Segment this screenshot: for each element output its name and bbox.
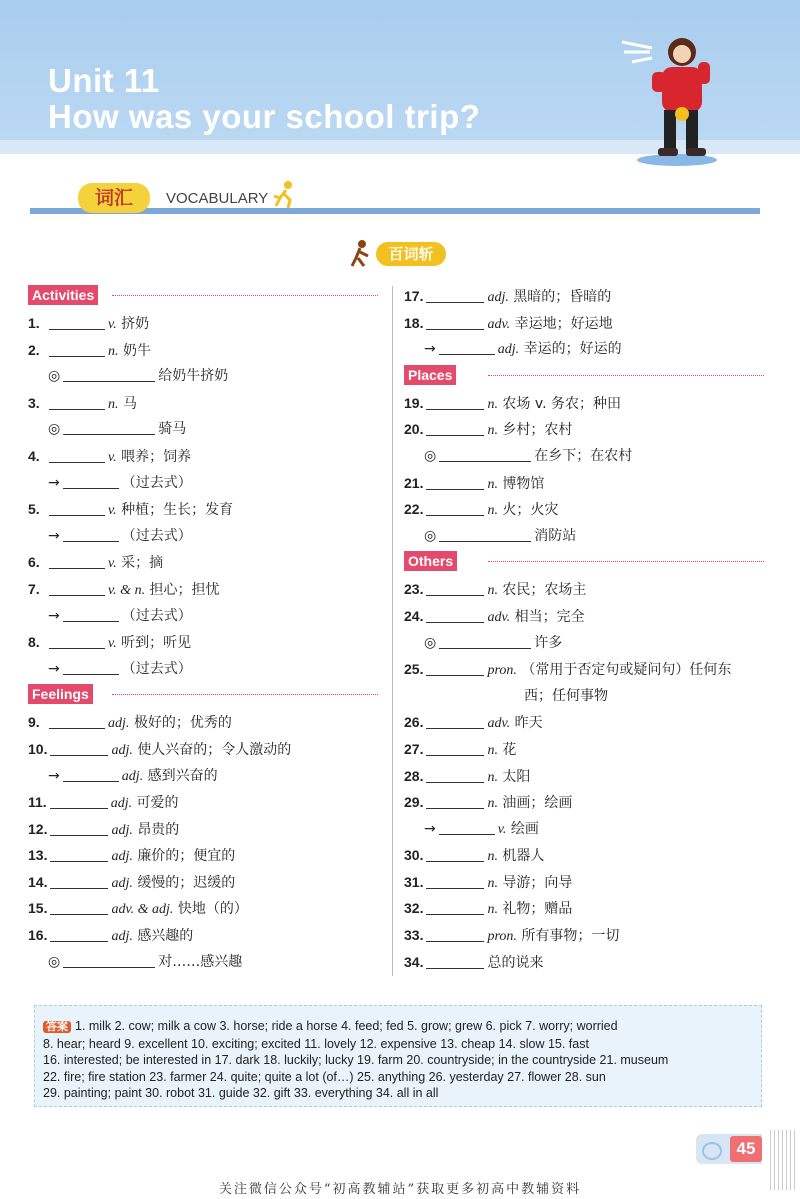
meaning-text: 西；任何事物 [524, 687, 608, 704]
item-number: 25. [404, 661, 424, 678]
meaning-text: 使人兴奋的；令人激动的 [137, 741, 292, 758]
item-number: 34. [404, 953, 424, 970]
section-places [404, 365, 764, 387]
answer-blank[interactable] [63, 365, 155, 382]
answer-blank[interactable] [426, 393, 484, 410]
vocab-row [404, 416, 764, 443]
runner-icon [348, 238, 376, 268]
vocab-row [28, 736, 378, 763]
item-number: 24. [404, 607, 424, 624]
part-of-speech: adj. [111, 742, 133, 758]
answer-blank[interactable] [439, 445, 531, 462]
vocab-row [28, 709, 378, 736]
part-of-speech: adj. [110, 796, 133, 812]
vocab-row [404, 789, 764, 816]
item-number: 31. [404, 873, 424, 890]
vocab-row [28, 337, 378, 364]
part-of-speech: n. [487, 796, 498, 812]
item-number: 1. [28, 315, 40, 331]
answer-key-icon: 答案 [43, 1021, 71, 1033]
vocab-row [28, 922, 378, 949]
vocab-row [404, 842, 764, 869]
vocab-row [28, 390, 378, 417]
answer-blank[interactable] [49, 340, 105, 357]
answer-blank[interactable] [63, 658, 119, 675]
item-number: 32. [404, 900, 424, 917]
meaning-text: 农民；农场主 [502, 582, 587, 599]
answer-blank[interactable] [63, 605, 119, 622]
meaning-text: （过去式） [121, 607, 192, 624]
meaning-text: 极好的；优秀的 [133, 715, 232, 732]
item-number: 13. [28, 847, 48, 864]
part-of-speech: n. [487, 583, 498, 599]
activities-list [28, 310, 378, 682]
answer-blank[interactable] [426, 872, 484, 889]
part-of-speech: v. [108, 556, 117, 572]
item-number: 22. [404, 501, 424, 518]
arrow-icon: → [48, 660, 60, 677]
item-number: 6. [28, 554, 40, 571]
item-number: 2. [28, 341, 40, 358]
phrase-marker-icon: ◎ [48, 368, 61, 385]
section-tag: Feelings [28, 684, 93, 704]
vocab-row [28, 629, 378, 656]
answer-blank[interactable] [49, 632, 105, 649]
answer-text [43, 1018, 755, 1102]
phrase-marker-icon: ◎ [48, 421, 61, 438]
answer-blank[interactable] [426, 739, 484, 756]
meaning-text: 机器人 [502, 848, 545, 865]
part-of-speech: adv. [487, 609, 511, 625]
meaning-text: 礼物；赠品 [502, 901, 573, 918]
answer-blank[interactable] [50, 845, 108, 862]
meaning-text: 奶牛 [122, 342, 151, 359]
meaning-text: 相当；完全 [514, 608, 585, 625]
answer-blank[interactable] [439, 338, 495, 355]
part-of-speech: n. [108, 396, 119, 412]
part-of-speech: n. [487, 476, 498, 492]
vocab-row [404, 656, 764, 683]
part-of-speech: adj. [111, 875, 133, 891]
answer-blank[interactable] [439, 818, 495, 835]
vocab-row [404, 763, 764, 790]
phrase-marker-icon: ◎ [424, 527, 437, 544]
left-column [28, 283, 378, 975]
meaning-text: 骑马 [158, 421, 187, 438]
answer-line: 16. interested; be interested in 17. dark 18. luckily; lucky 19. farm 20. countryside; in the countryside 21. museum [43, 1053, 669, 1068]
item-number: 26. [404, 714, 424, 731]
item-number: 12. [28, 820, 48, 837]
part-of-speech: v. [108, 636, 117, 652]
part-of-speech: v. [108, 503, 117, 519]
answer-blank[interactable] [426, 792, 484, 809]
meaning-text: 昂贵的 [137, 821, 180, 838]
meaning-text: 消防站 [534, 527, 577, 544]
answer-blank[interactable] [426, 766, 484, 783]
item-number: 5. [28, 501, 40, 518]
meaning-text: 感兴趣的 [137, 928, 194, 945]
vocabulary-label-en: VOCABULARY [162, 190, 272, 207]
part-of-speech: adj. [111, 929, 133, 945]
right-column [404, 283, 764, 975]
part-of-speech: n. [487, 742, 498, 758]
meaning-text: 导游；向导 [502, 874, 573, 891]
vocab-row [28, 603, 378, 630]
item-number: 33. [404, 927, 424, 944]
item-number: 3. [28, 394, 40, 411]
meaning-text: 感到兴奋的 [147, 767, 218, 784]
item-number: 30. [404, 847, 424, 864]
answer-blank[interactable] [49, 579, 105, 596]
meaning-text: 幸运地；好运地 [514, 315, 613, 332]
feelings-list [28, 709, 378, 975]
page-tab-icon [702, 1142, 722, 1160]
vocab-row [404, 443, 764, 470]
answer-blank[interactable] [426, 845, 484, 862]
meaning-text: 给奶牛挤奶 [158, 368, 229, 385]
arrow-icon: → [424, 341, 436, 358]
answer-blank[interactable] [50, 739, 108, 756]
section-feelings [28, 684, 378, 706]
arrow-icon: → [48, 767, 60, 784]
answer-blank[interactable] [426, 499, 484, 516]
item-number: 27. [404, 740, 424, 757]
part-of-speech: v. & n. [108, 582, 146, 598]
answer-blank[interactable] [49, 313, 105, 330]
item-number: 15. [28, 900, 48, 917]
item-number: 21. [404, 474, 424, 491]
section-tag: Others [404, 551, 457, 571]
answer-blank[interactable] [426, 419, 484, 436]
meaning-text: 所有事物；一切 [521, 928, 620, 945]
phrase-marker-icon: ◎ [48, 953, 61, 970]
footer-note: 关注微信公众号“初高教辅站”获取更多初高中教辅资料 [218, 1182, 582, 1197]
meaning-text: 许多 [534, 634, 563, 651]
vocab-row [404, 603, 764, 630]
meaning-text: （过去式） [121, 660, 192, 677]
meaning-text: 农场 v. 务农；种田 [502, 395, 621, 412]
meaning-text: （过去式） [121, 527, 192, 544]
vocab-row [28, 895, 378, 922]
meaning-text: 乡村；农村 [502, 422, 573, 439]
vocab-row [404, 336, 764, 363]
part-of-speech: v. [108, 449, 117, 465]
vocab-row [404, 683, 764, 710]
meaning-text: 听到；听见 [121, 635, 192, 652]
section-activities [28, 285, 378, 307]
item-number: 28. [404, 767, 424, 784]
runner-icon [270, 180, 298, 210]
meaning-text: 挤奶 [121, 316, 150, 332]
vocab-row [28, 416, 378, 443]
others-list [404, 576, 764, 975]
page-number: 45 [730, 1136, 762, 1162]
answer-line: 答案 1. milk 2. cow; milk a cow 3. horse; ride a horse 4. feed; fed 5. grow; grew 6. pick 7. worry; worried [43, 1018, 755, 1036]
unit-title: How was your school trip? [48, 98, 481, 135]
vocab-row [404, 523, 764, 550]
section-others [404, 551, 764, 573]
vocab-row [28, 549, 378, 576]
meaning-text: （常用于否定句或疑问句）任何东 [521, 662, 732, 679]
vocab-row [28, 496, 378, 523]
part-of-speech: n. [487, 875, 498, 891]
answer-box [34, 1005, 762, 1107]
answer-blank[interactable] [426, 659, 484, 676]
meaning-text: 缓慢的；迟缓的 [137, 874, 236, 891]
answer-blank[interactable] [426, 313, 484, 330]
meaning-text: 黑暗的；昏暗的 [513, 289, 612, 305]
vocab-row [404, 630, 764, 657]
answer-line: 22. fire; fire station 23. farmer 24. quite; quite a lot (of…) 25. anything 26. yesterday 27. flower 28. sun [43, 1069, 606, 1084]
vocab-row [28, 842, 378, 869]
vocab-row [404, 922, 764, 949]
meaning-text: 对……感兴趣 [158, 953, 243, 970]
vocab-row [28, 949, 378, 976]
part-of-speech: n. [487, 396, 498, 412]
answer-blank[interactable] [426, 925, 484, 942]
section-tag: Places [404, 365, 456, 385]
places-list [404, 390, 764, 550]
meaning-text: 油画；绘画 [502, 795, 573, 812]
vocab-row [28, 310, 378, 337]
column-divider [392, 286, 393, 976]
part-of-speech: adj. [487, 290, 509, 305]
answer-blank[interactable] [426, 473, 484, 490]
girl-illustration [612, 22, 762, 172]
item-number: 11. [28, 794, 47, 811]
answer-line: 8. hear; heard 9. excellent 10. exciting; excited 11. lovely 12. expensive 13. cheap 14. slow 15. fast [43, 1036, 589, 1051]
answer-blank[interactable] [426, 898, 484, 915]
meaning-text: 喂养；饲养 [121, 448, 192, 465]
section-tag: Activities [28, 285, 98, 305]
part-of-speech: pron. [487, 929, 517, 945]
item-number: 19. [404, 394, 424, 411]
meaning-text: 太阳 [502, 768, 531, 785]
meaning-text: （过去式） [121, 474, 192, 491]
answer-blank[interactable] [49, 446, 105, 463]
answer-blank[interactable] [50, 898, 108, 915]
header-banner [0, 0, 800, 152]
part-of-speech: n. [487, 902, 498, 918]
answer-blank[interactable] [426, 606, 484, 623]
vocab-row [404, 390, 764, 417]
item-number: 20. [404, 421, 424, 438]
arrow-icon: → [48, 474, 60, 491]
part-of-speech: adj. [111, 849, 133, 865]
part-of-speech: adj. [121, 768, 144, 784]
meaning-text: 可爱的 [136, 795, 179, 812]
vocab-row [404, 949, 764, 976]
answer-blank[interactable] [63, 472, 119, 489]
meaning-text: 火；火灾 [502, 502, 559, 519]
part-of-speech: n. [487, 503, 498, 519]
answer-blank[interactable] [50, 872, 108, 889]
vocab-row [404, 709, 764, 736]
item-number: 9. [28, 714, 40, 731]
phrase-marker-icon: ◎ [424, 634, 437, 651]
vocab-row [404, 470, 764, 497]
vocab-row [28, 470, 378, 497]
misc-list [404, 283, 764, 363]
answer-blank[interactable] [63, 418, 155, 435]
part-of-speech: n. [108, 343, 119, 359]
answer-blank[interactable] [49, 552, 105, 569]
answer-blank[interactable] [426, 286, 484, 303]
baicizhan-label: 百词斩 [376, 242, 446, 266]
part-of-speech: n. [487, 849, 498, 865]
item-number: 7. [28, 580, 40, 597]
item-number: 4. [28, 447, 40, 464]
part-of-speech: adv. & adj. [111, 902, 174, 918]
answer-blank[interactable] [439, 632, 531, 649]
vocab-row [28, 869, 378, 896]
item-number: 17. [404, 288, 424, 304]
meaning-text: 总的说来 [487, 954, 544, 971]
meaning-text: 博物馆 [502, 475, 545, 492]
answer-blank[interactable] [439, 525, 531, 542]
answer-line: 29. painting; paint 30. robot 31. guide 32. gift 33. everything 34. all in all [43, 1086, 439, 1101]
meaning-text: 种植；生长；发育 [121, 502, 234, 519]
part-of-speech: adj. [108, 716, 130, 732]
meaning-text: 采；摘 [121, 555, 164, 572]
item-number: 16. [28, 927, 48, 944]
item-number: 10. [28, 740, 48, 757]
baicizhan-heading [348, 238, 448, 268]
answer-blank[interactable] [63, 951, 155, 968]
vocab-row [404, 496, 764, 523]
part-of-speech: n. [487, 423, 498, 439]
vocab-row [28, 363, 378, 390]
meaning-text: 幸运的；好运的 [523, 341, 622, 358]
meaning-text: 廉价的；便宜的 [137, 848, 236, 865]
phrase-marker-icon: ◎ [424, 447, 437, 464]
vocab-row [28, 523, 378, 550]
unit-number: Unit 11 [48, 62, 160, 99]
vocab-row [404, 895, 764, 922]
item-number: 29. [404, 794, 424, 811]
vocab-row [28, 656, 378, 683]
answer-blank[interactable] [49, 393, 105, 410]
arrow-icon: → [48, 527, 60, 544]
meaning-text: 在乡下；在农村 [534, 447, 633, 464]
meaning-text: 昨天 [514, 715, 543, 732]
part-of-speech: adv. [487, 316, 511, 332]
item-number: 8. [28, 634, 40, 651]
part-of-speech: adj. [111, 822, 133, 838]
meaning-text: 快地（的） [177, 901, 248, 918]
vocab-row [28, 443, 378, 470]
answer-blank[interactable] [50, 925, 108, 942]
meaning-text: 马 [122, 395, 137, 412]
vocab-row [404, 816, 764, 843]
vocab-row [28, 816, 378, 843]
vocab-row [404, 283, 764, 310]
arrow-icon: → [48, 607, 60, 624]
part-of-speech: pron. [487, 663, 517, 679]
meaning-text: 担心；担忧 [149, 581, 220, 598]
part-of-speech: v. [497, 821, 507, 837]
answer-blank[interactable] [426, 712, 484, 729]
vocab-row [404, 310, 764, 337]
vocab-row [404, 736, 764, 763]
vocab-row [404, 576, 764, 603]
arrow-icon: → [424, 820, 436, 837]
vocab-row [28, 763, 378, 790]
vocab-row [28, 789, 378, 816]
vocab-row [404, 869, 764, 896]
part-of-speech: n. [487, 769, 498, 785]
item-number: 23. [404, 581, 424, 598]
meaning-text: 花 [502, 741, 517, 758]
answer-blank[interactable] [49, 712, 105, 729]
answer-blank[interactable] [50, 819, 108, 836]
answer-blank[interactable] [49, 499, 105, 516]
answer-blank[interactable] [63, 525, 119, 542]
item-number: 18. [404, 314, 424, 331]
answer-blank[interactable] [63, 765, 119, 782]
vocab-row [28, 576, 378, 603]
vocabulary-label-cn: 词汇 [78, 183, 150, 213]
answer-blank[interactable] [50, 792, 108, 809]
part-of-speech: v. [108, 317, 117, 332]
part-of-speech: adv. [487, 716, 511, 732]
answer-blank[interactable] [426, 952, 484, 969]
item-number: 14. [28, 873, 48, 890]
meaning-text: 绘画 [510, 820, 539, 837]
answer-blank[interactable] [426, 579, 484, 596]
part-of-speech: adj. [497, 342, 520, 358]
